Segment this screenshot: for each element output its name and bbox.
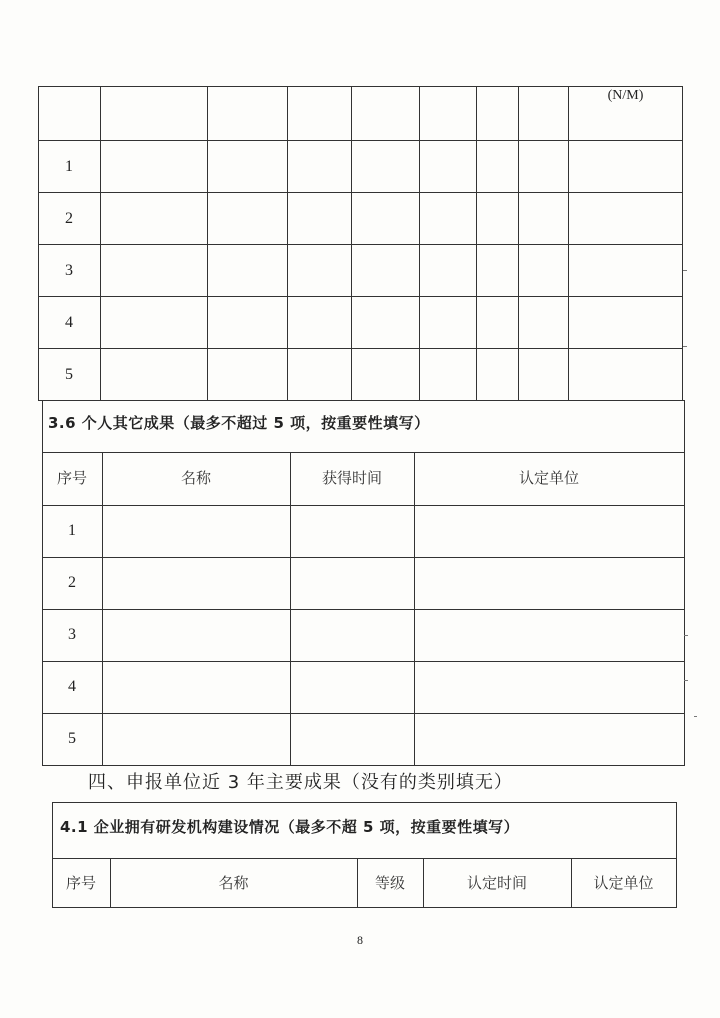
scan-mark bbox=[683, 346, 687, 347]
page-number: 8 bbox=[357, 933, 363, 947]
row-number: 3 bbox=[65, 262, 73, 279]
scan-mark bbox=[684, 680, 688, 681]
section-4-heading: 四、申报单位近 3 年主要成果（没有的类别填无） bbox=[88, 772, 513, 793]
row-number: 2 bbox=[65, 210, 73, 227]
row-number: 1 bbox=[65, 158, 73, 175]
other-achievements-table bbox=[42, 400, 685, 766]
row-number: 5 bbox=[68, 730, 76, 747]
col-header-name: 名称 bbox=[218, 874, 249, 892]
row-number: 4 bbox=[68, 678, 76, 695]
col-header-index: 序号 bbox=[56, 469, 87, 487]
row-number: 4 bbox=[65, 314, 73, 331]
header-fragment: (N/M) bbox=[607, 88, 644, 103]
col-header-certification-time: 认定时间 bbox=[466, 874, 527, 892]
row-number: 5 bbox=[65, 366, 73, 383]
scan-mark bbox=[683, 270, 687, 271]
scan-mark bbox=[694, 716, 697, 717]
col-header-certifying-unit: 认定单位 bbox=[593, 874, 654, 892]
section-4-1-title: 4.1 企业拥有研发机构建设情况（最多不超 5 项，按重要性填写） bbox=[60, 818, 520, 836]
row-number: 3 bbox=[68, 626, 76, 643]
section-3-6-title: 3.6 个人其它成果（最多不超过 5 项，按重要性填写） bbox=[48, 414, 430, 432]
continued-table bbox=[38, 86, 683, 401]
col-header-certifying-unit: 认定单位 bbox=[518, 469, 579, 487]
col-header-index: 序号 bbox=[65, 874, 96, 892]
row-number: 1 bbox=[68, 522, 76, 539]
rd-institution-table bbox=[52, 802, 677, 908]
col-header-level: 等级 bbox=[374, 874, 405, 892]
scan-mark bbox=[684, 635, 688, 636]
col-header-obtained-time: 获得时间 bbox=[321, 469, 382, 487]
row-number: 2 bbox=[68, 574, 76, 591]
col-header-name: 名称 bbox=[180, 469, 211, 487]
